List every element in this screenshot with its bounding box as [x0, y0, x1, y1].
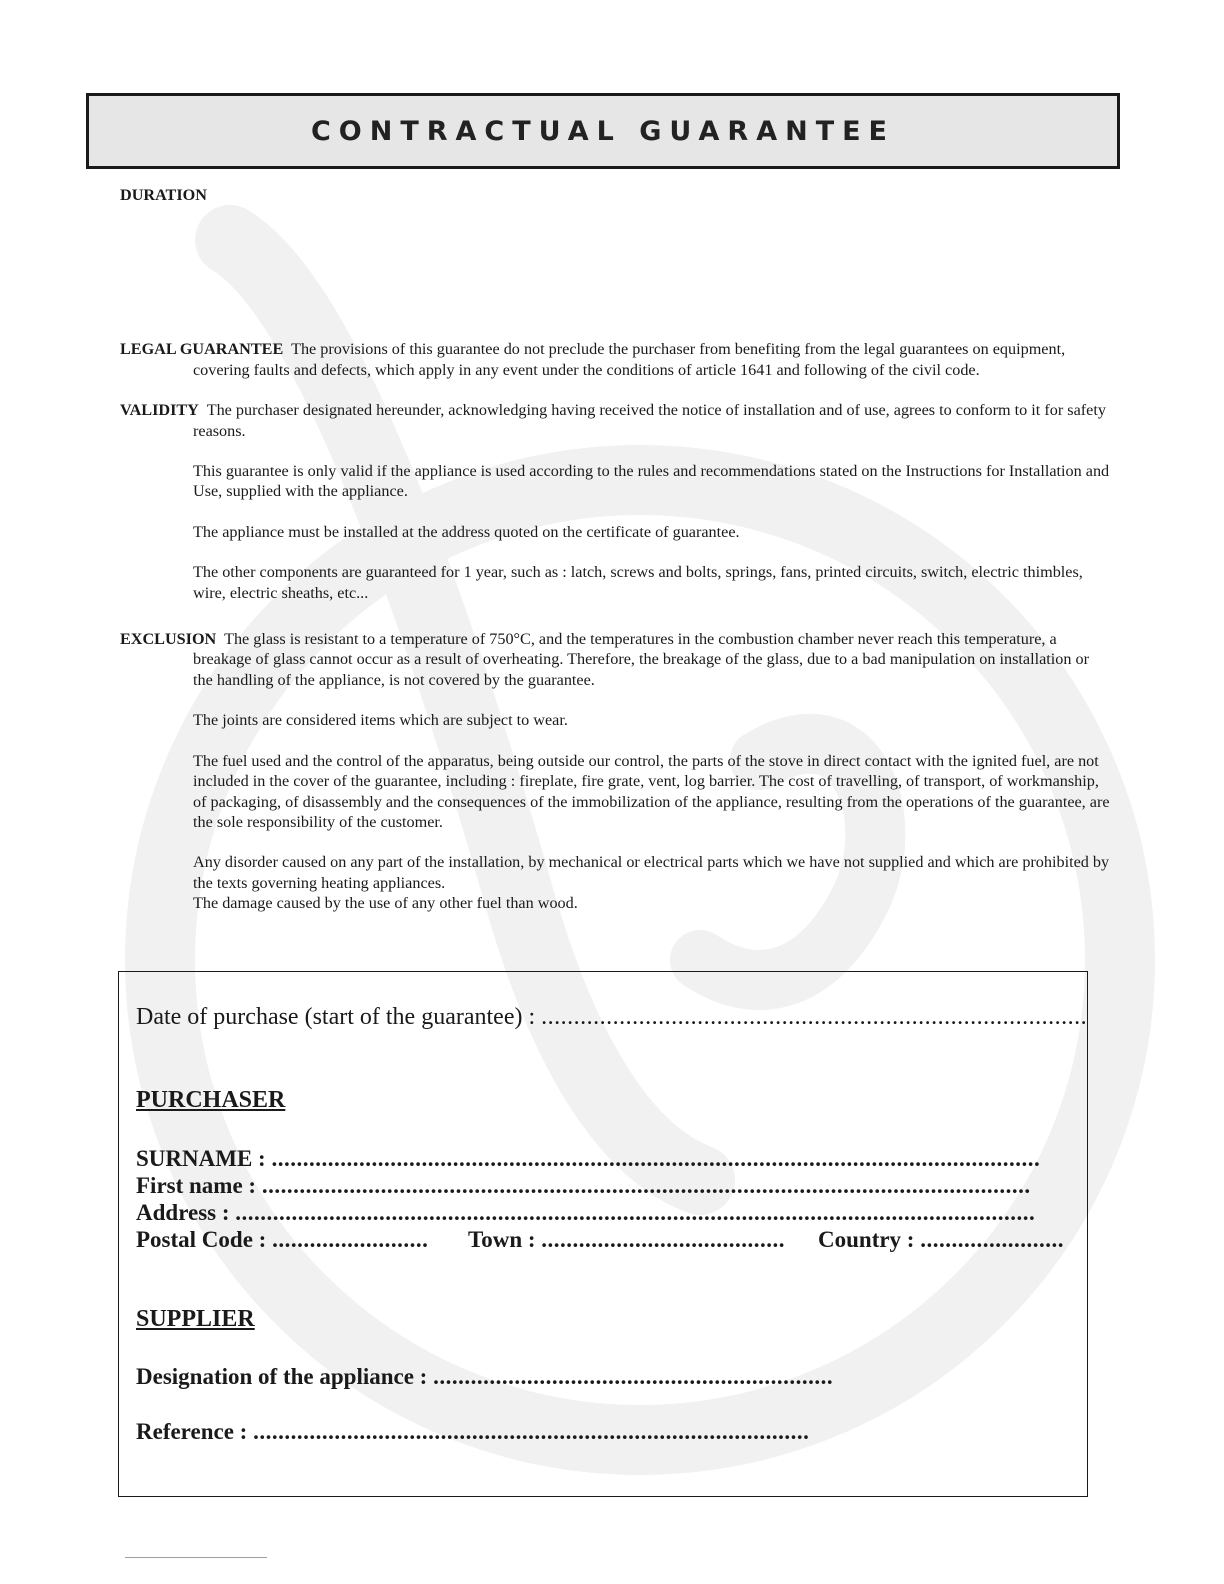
- supplier-title: SUPPLIER: [136, 1306, 255, 1332]
- first-name-field[interactable]: [136, 1172, 1031, 1199]
- postal-code-dots: .........................: [272, 1227, 429, 1252]
- town-label: Town :: [468, 1227, 536, 1252]
- validity-paragraph: The appliance must be installed at the address quoted on the certificate of guarantee.: [193, 522, 740, 541]
- exclusion-paragraph: The joints are considered items which are subject to wear.: [193, 711, 568, 730]
- postal-code-label: Postal Code :: [136, 1227, 267, 1252]
- exclusion-text: The glass is resistant to a temperature of 750°C, and the temperatures in the combustion chamber never reach this temperature, a breakage of glass cannot occur as a result of overheating. Therefore, the breakage of the glass, due to a bad manipulation on installation or the handling of the appliance, is not covered by the guarantee.: [193, 630, 1089, 689]
- designation-label: Designation of the appliance :: [136, 1364, 428, 1389]
- legal-heading: LEGAL GUARANTEE: [120, 340, 284, 359]
- country-field[interactable]: [818, 1226, 1078, 1253]
- designation-dots: ................................................................: [433, 1364, 834, 1389]
- reference-label: Reference :: [136, 1419, 248, 1444]
- address-label: Address :: [136, 1200, 230, 1225]
- purchaser-title: PURCHASER: [136, 1087, 286, 1113]
- exclusion-heading: EXCLUSION: [120, 630, 217, 649]
- title-box: [86, 93, 1120, 169]
- town-field[interactable]: [468, 1226, 818, 1253]
- validity-text: The purchaser designated hereunder, acknowledging having received the notice of installation and of use, agrees to conform to it for safety reasons.: [193, 401, 1106, 440]
- validity-heading: VALIDITY: [120, 401, 199, 420]
- first-name-dots: ...........................................................................................................................: [261, 1173, 1031, 1198]
- legal-text: The provisions of this guarantee do not preclude the purchaser from benefiting from the legal guarantees on equipment, covering faults and defects, which apply in any event under the conditions of article 1641 and following of the civil code.: [193, 340, 1066, 379]
- location-row: [136, 1226, 1078, 1253]
- town-dots: .......................................: [541, 1227, 786, 1252]
- surname-label: SURNAME :: [136, 1146, 266, 1171]
- guarantee-terms: [120, 185, 1110, 934]
- address-field[interactable]: [136, 1199, 1035, 1226]
- reference-field[interactable]: [136, 1418, 809, 1445]
- date-of-purchase-field[interactable]: [136, 1004, 1087, 1031]
- legal-section: [120, 339, 1110, 380]
- validity-paragraph: This guarantee is only valid if the appliance is used according to the rules and recommendations stated on the Instructions for Installation and Use, supplied with the appliance.: [193, 462, 1110, 501]
- footer-rule: [125, 1557, 267, 1558]
- reference-dots: .........................................................................................: [253, 1419, 810, 1444]
- exclusion-paragraph: The fuel used and the control of the apparatus, being outside our control, the parts of the stove in direct contact with the ignited fuel, are not included in the cover of the guarantee, including : fireplate, fire grate, vent, log barrier. The cost of travelling, of transport, of workmanship, of packaging, of disassembly and the consequences of the immobilization of the appliance, resulting from the operations of the guarantee, are the sole responsibility of the customer.: [193, 751, 1110, 831]
- country-dots: .......................: [920, 1227, 1064, 1252]
- page-title: CONTRACTUAL GUARANTEE: [310, 115, 896, 147]
- surname-field[interactable]: [136, 1145, 1040, 1172]
- surname-dots: ...........................................................................................................................: [271, 1146, 1041, 1171]
- exclusion-section: [120, 629, 1110, 913]
- duration-section: [120, 185, 1110, 205]
- guarantee-form: [118, 971, 1088, 1497]
- exclusion-paragraph: The damage caused by the use of any other fuel than wood.: [193, 894, 578, 913]
- date-of-purchase-dots: ....................................................................................: [541, 1004, 1088, 1030]
- country-label: Country :: [818, 1227, 915, 1252]
- postal-code-field[interactable]: [136, 1226, 468, 1253]
- address-dots: ................................................................................................................................: [235, 1200, 1036, 1225]
- validity-paragraph: The other components are guaranteed for 1 year, such as : latch, screws and bolts, springs, fans, printed circuits, switch, electric thimbles, wire, electric sheaths, etc...: [193, 563, 1083, 602]
- designation-field[interactable]: [136, 1363, 833, 1390]
- exclusion-paragraph: Any disorder caused on any part of the installation, by mechanical or electrical parts which we have not supplied and which are prohibited by the texts governing heating appliances.: [193, 853, 1110, 892]
- date-of-purchase-label: Date of purchase (start of the guarantee) :: [136, 1004, 536, 1030]
- first-name-label: First name :: [136, 1173, 257, 1198]
- duration-heading: DURATION: [120, 186, 207, 204]
- validity-section: [120, 400, 1110, 603]
